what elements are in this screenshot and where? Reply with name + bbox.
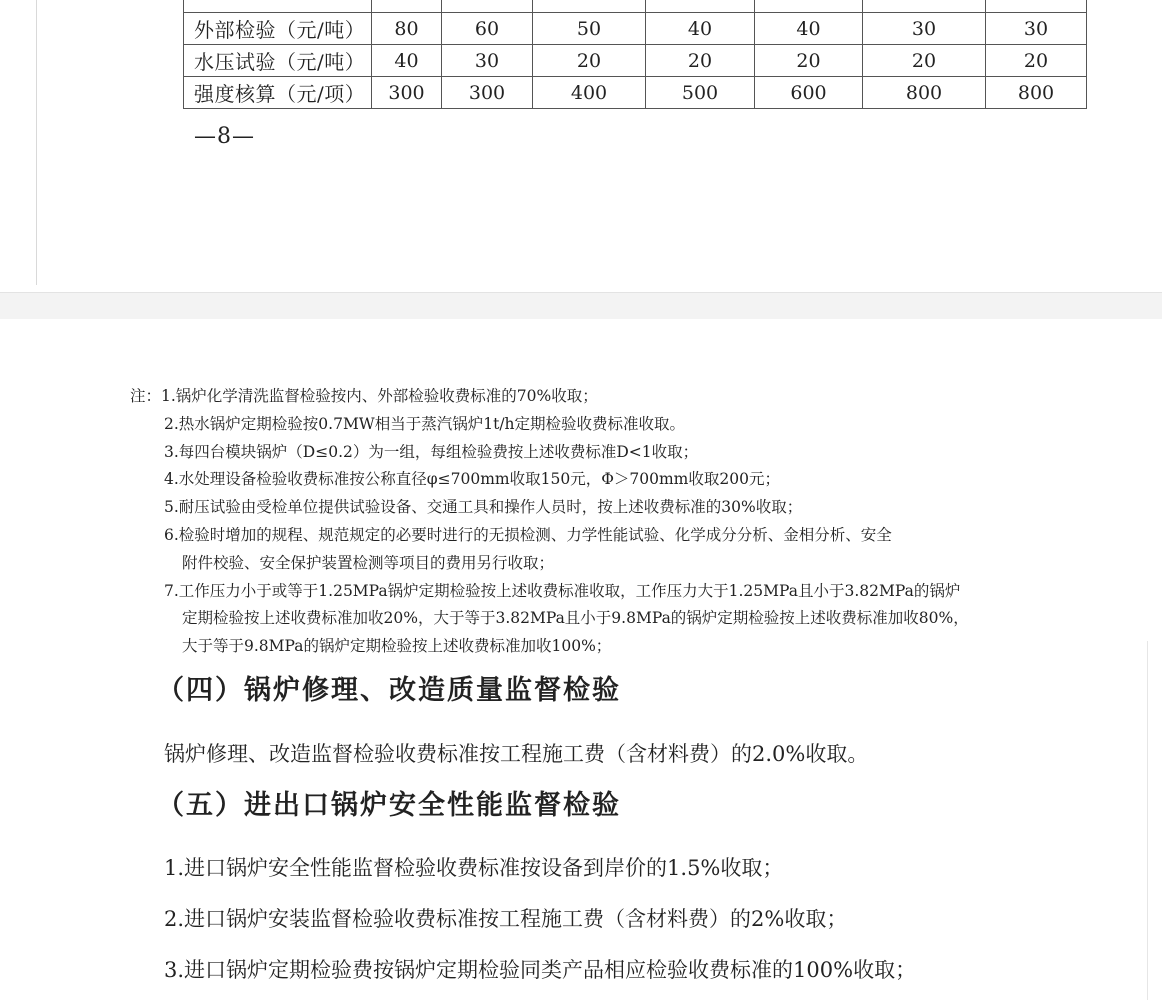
table-cell: 30: [986, 13, 1087, 45]
table-cell: 40: [755, 13, 863, 45]
note-line: 附件校验、安全保护装置检测等项目的费用另行收取；: [182, 553, 555, 572]
section-heading-5: （五）进出口锅炉安全性能监督检验: [157, 790, 621, 821]
section5-item: 1.进口锅炉安全性能监督检验收费标准按设备到岸价的1.5%收取；: [164, 856, 784, 880]
table-cell: 800: [863, 77, 986, 109]
table-cell: 20: [533, 45, 646, 77]
notes-prefix: 注：: [130, 387, 162, 405]
page-number: —8—: [194, 124, 255, 149]
table-cell: 30: [863, 13, 986, 45]
note-line: 6.检验时增加的规程、规范规定的必要时进行的无损检测、力学性能试验、化学成分分析、金相分析、安全: [164, 525, 892, 544]
table-row: [184, 13, 1087, 45]
table-cell: 300: [442, 77, 533, 109]
table-cell: 20: [646, 45, 755, 77]
table-row: [184, 77, 1087, 109]
table-cell: 300: [372, 77, 442, 109]
table-cell: [442, 0, 533, 13]
table-cell: [863, 0, 986, 13]
row-label: 外部检验（元/吨）: [184, 13, 372, 45]
table-cell: [986, 0, 1087, 13]
table-cell: 20: [863, 45, 986, 77]
table-cell: 50: [533, 13, 646, 45]
table-cell: 400: [533, 77, 646, 109]
table-cell: [755, 0, 863, 13]
table-cell: [646, 0, 755, 13]
table-cell: 600: [755, 77, 863, 109]
table-cell: 500: [646, 77, 755, 109]
note-line: 7.工作压力小于或等于1.25MPa锅炉定期检验按上述收费标准收取，工作压力大于1.25MPa且小于3.82MPa的锅炉: [164, 581, 961, 600]
document-page-upper: [0, 0, 1162, 292]
note-line: 5.耐压试验由受检单位提供试验设备、交通工具和操作人员时，按上述收费标准的30%收取；: [164, 498, 803, 517]
row-label: 水压试验（元/吨）: [184, 45, 372, 77]
note-line: 定期检验按上述收费标准加收20%，大于等于3.82MPa且小于9.8MPa的锅炉定期检验按上述收费标准加收80%，: [182, 609, 969, 628]
table-cell: [372, 0, 442, 13]
row-label: 强度核算（元/项）: [184, 77, 372, 109]
table-cell: 20: [755, 45, 863, 77]
note-line: 3.每四台模块锅炉（D≤0.2）为一组，每组检验费按上述收费标准D<1收取；: [164, 442, 699, 461]
section5-item: 3.进口锅炉定期检验费按锅炉定期检验同类产品相应检验收费标准的100%收取；: [164, 958, 917, 982]
note-line: 4.水处理设备检验收费标准按公称直径φ≤700mm收取150元，Φ＞700mm收取200元；: [164, 470, 780, 489]
note-line: 大于等于9.8MPa的锅炉定期检验按上述收费标准加收100%；: [182, 637, 612, 656]
table-cell: 20: [986, 45, 1087, 77]
note-line: 2.热水锅炉定期检验按0.7MW相当于蒸汽锅炉1t/h定期检验收费标准收取。: [164, 414, 686, 433]
table-cell: 40: [372, 45, 442, 77]
page-right-edge: [1147, 641, 1148, 1000]
table-cell: [533, 0, 646, 13]
note-line: [130, 383, 1070, 411]
table-cell: 30: [442, 45, 533, 77]
table-cell: [184, 0, 372, 13]
section5-item: 2.进口锅炉安装监督检验收费标准按工程施工费（含材料费）的2%收取；: [164, 907, 848, 931]
table-cell: 40: [646, 13, 755, 45]
page-separator: [0, 292, 1162, 320]
page-left-edge: [36, 0, 37, 285]
table-cell: 80: [372, 13, 442, 45]
table-cell: 60: [442, 13, 533, 45]
table-cell: 800: [986, 77, 1087, 109]
fee-table: [183, 0, 1087, 109]
section-paragraph-4: 锅炉修理、改造监督检验收费标准按工程施工费（含材料费）的2.0%收取。: [164, 742, 869, 766]
note-text: 1.锅炉化学清洗监督检验按内、外部检验收费标准的70%收取；: [161, 387, 598, 405]
table-row: [184, 45, 1087, 77]
table-row-header-partial: [184, 0, 1087, 13]
notes-block: [130, 383, 1070, 661]
section-heading-4: （四）锅炉修理、改造质量监督检验: [157, 675, 621, 706]
